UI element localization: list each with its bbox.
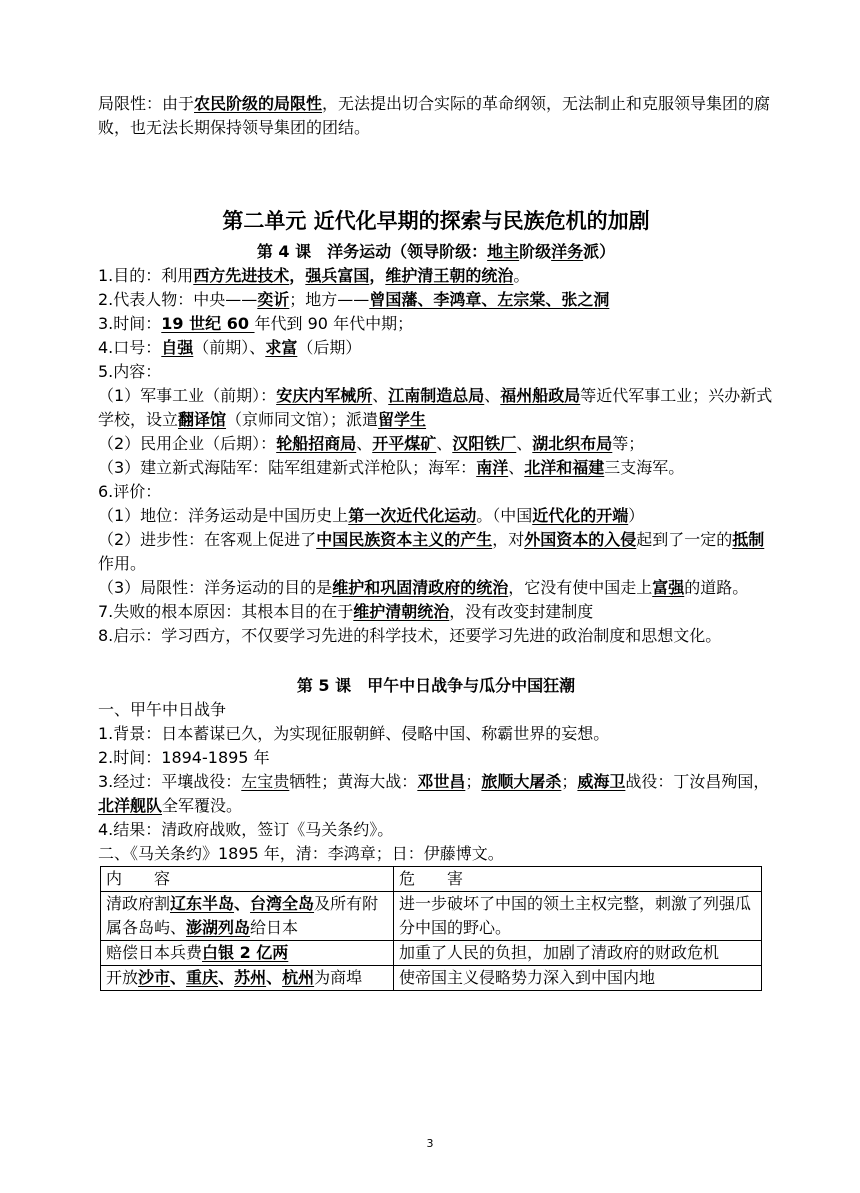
table-header-row [101,867,762,892]
table-cell: 使帝国主义侵略势力深入到中国内地 [394,966,762,991]
lesson4-eval-1: （1）地位：洋务运动是中国历史上第一次近代化运动。（中国近代化的开端） [98,506,645,525]
lesson4-slogan: 4.口号：自强（前期）、求富（后期） [98,338,362,357]
lesson4-time: 3.时间：19 世纪 60 年代到 90 年代中期； [98,314,414,333]
table-row [101,966,762,991]
table-cell: 进一步破坏了中国的领土主权完整，刺激了列强瓜分中国的野心。 [394,892,762,941]
table-header-content: 内 容 [101,867,394,892]
table-cell: 赔偿日本兵费白银 2 亿两 [101,941,394,966]
unit-title: 第二单元 近代化早期的探索与民族危机的加剧 [222,209,650,233]
table-cell: 加重了人民的负担，加剧了清政府的财政危机 [394,941,762,966]
treaty-table [100,866,762,991]
lesson5-time: 2.时间：1894-1895 年 [98,748,270,767]
table-cell: 清政府割辽东半岛、台湾全岛及所有附属各岛屿、澎湖列岛给日本 [101,892,394,941]
lesson5-title: 第 5 课 甲午中日战争与瓜分中国狂潮 [296,676,576,695]
lesson5-course: 3.经过：平壤战役：左宝贵牺牲；黄海大战：邓世昌；旅顺大屠杀；威海卫战役：丁汝昌殉国，北洋舰队全军覆没。 [98,772,770,815]
lesson5-result: 4.结果：清政府战败，签订《马关条约》。 [98,820,394,839]
table-row [101,941,762,966]
lesson5-section-1: 一、甲午中日战争 [98,700,227,719]
lesson5-section-2: 二、《马关条约》1895 年，清：李鸿章；日：伊藤博文。 [98,844,504,863]
document-page [98,92,774,991]
lesson5-background: 1.背景：日本蓄谋已久，为实现征服朝鲜、侵略中国、称霸世界的妄想。 [98,724,610,743]
intro-paragraph: 局限性：由于农民阶级的局限性，无法提出切合实际的革命纲领，无法制止和克服领导集团的腐败，也无法长期保持领导集团的团结。 [98,94,771,137]
table-row [101,892,762,941]
lesson4-purpose: 1.目的：利用西方先进技术，强兵富国，维护清王朝的统治。 [98,266,530,285]
lesson4-title: 第 4 课 洋务运动（领导阶级：地主阶级洋务派） [256,242,616,261]
lesson4-eval-3: （3）局限性：洋务运动的目的是维护和巩固清政府的统治，它没有使中国走上富强的道路。 [98,578,749,597]
lesson4-eval-2: （2）进步性：在客观上促进了中国民族资本主义的产生，对外国资本的入侵起到了一定的抵制作用。 [98,530,765,573]
lesson4-content-heading: 5.内容： [98,362,162,381]
lesson4-content-1: （1）军事工业（前期）：安庆内军械所、江南制造总局、福州船政局等近代军事工业；兴办新式学校，设立翻译馆（京师同文馆）；派遣留学生 [98,386,773,429]
lesson4-lesson-learned: 8.启示：学习西方，不仅要学习先进的科学技术，还要学习先进的政治制度和思想文化。 [98,626,722,645]
table-cell: 开放沙市、重庆、苏州、杭州为商埠 [101,966,394,991]
lesson4-content-2: （2）民用企业（后期）：轮船招商局、开平煤矿、汉阳铁厂、湖北织布局等； [98,434,645,453]
lesson4-content-3: （3）建立新式海陆军：陆军组建新式洋枪队；海军：南洋、北洋和福建三支海军。 [98,458,685,477]
lesson4-figures: 2.代表人物：中央——奕䜣；地方——曾国藩、李鸿章、左宗棠、张之洞 [98,290,610,309]
table-header-harm: 危 害 [394,867,762,892]
lesson4-evaluation-heading: 6.评价： [98,482,162,501]
lesson4-failure-reason: 7.失败的根本原因：其根本目的在于维护清朝统治，没有改变封建制度 [98,602,594,621]
page-number: 3 [426,1137,434,1150]
